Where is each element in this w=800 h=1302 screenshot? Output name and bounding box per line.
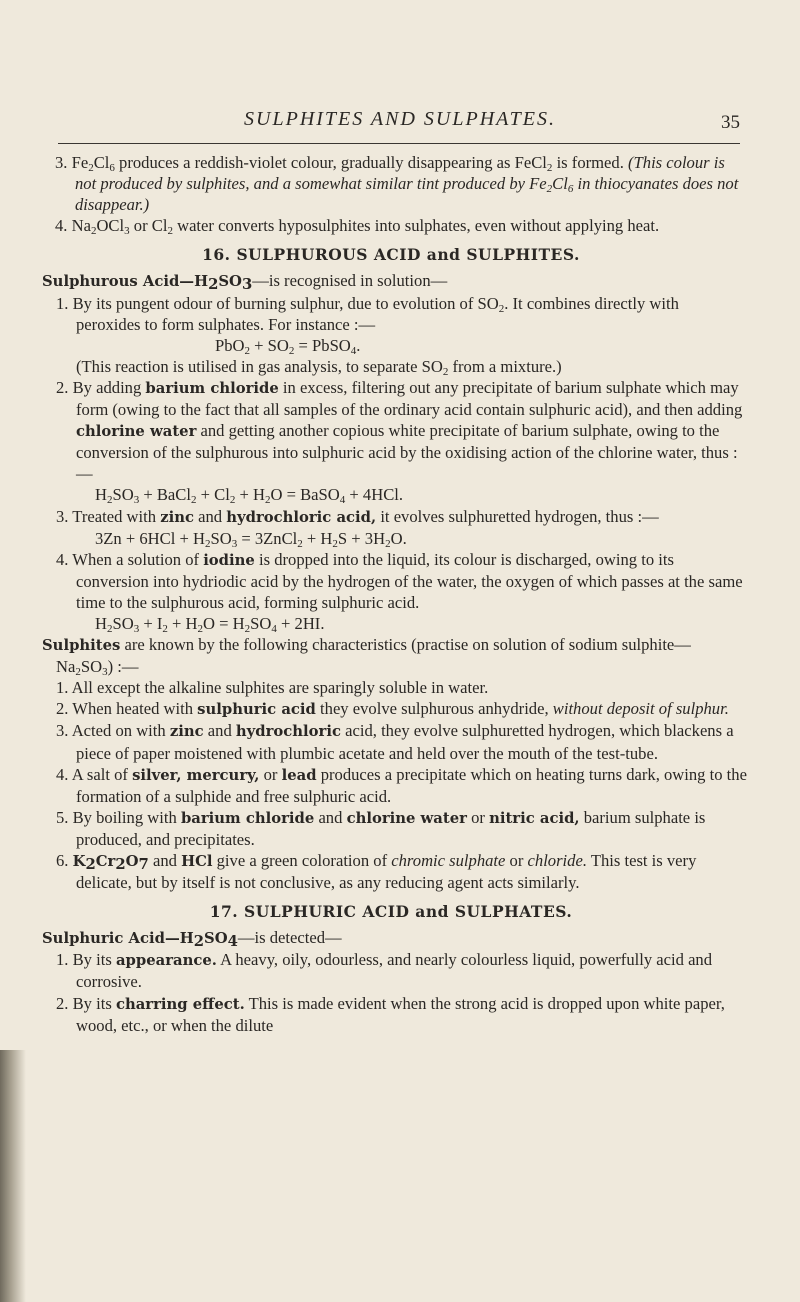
equation: $H_2SO_3 + I_2 + H_2O = H_2SO_4 + 2HI$. — [95, 613, 325, 635]
list-item: 2. By adding barium chloride in excess, filtering out any precipitate of barium sulphate which may form (owing to the fact that all samples of the ordinary acid contain sulphuric acid), and then adding chlorine water and getting another copious white precipitate of barium sulphate, owing to the conversion of the sulphurous into sulphuric acid by the oxidising action of the chlorine water, thus :— — [56, 377, 743, 484]
list-item: 5. By boiling with barium chloride and chlorine water or nitric acid, barium sulphate is produced, and precipitates. — [56, 807, 706, 849]
section-title: 16. SULPHUROUS ACID and SULPHITES. — [202, 245, 580, 265]
paragraph: Sulphuric $Acid—H_2SO_4—is$ detected— — [42, 928, 342, 951]
list-item: 1. All except the alkaline sulphites are sparingly soluble in water. — [56, 678, 489, 698]
binding-shadow — [0, 1050, 26, 1302]
page-number: 35 — [721, 112, 740, 133]
section-title: 17. SULPHURIC ACID and SULPHATES. — [209, 902, 573, 922]
list-item: 1. By its pungent odour of burning sulphur, due to evolution of $SO_2$. It combines directly with peroxides to form sulphates. For instance :— — [56, 293, 679, 334]
list-item: 3. Acted on with zinc and hydrochloric acid, they evolve sulphuretted hydrogen, which blackens a piece of paper moistened with plumbic acetate and held over the mouth of the test-tube. — [56, 721, 734, 763]
list-item: 1. By its appearance. A heavy, oily, odourless, and nearly colourless liquid, powerfully acid and corrosive. — [56, 950, 713, 992]
equation: $PbO_2 + SO_2$ = PbSO$_4$. — [215, 335, 361, 357]
list-item: 2. By its charring effect. This is made evident when the strong acid is dropped upon white paper, wood, etc., or when the dilute — [56, 993, 725, 1035]
list-item: 3. Treated with zinc and hydrochloric acid, it evolves sulphuretted hydrogen, thus :— — [56, 506, 659, 526]
header-rule — [58, 143, 740, 144]
equation: $3Zn + 6HCl + H_2SO_3$ = 3ZnCl$_2$ + $H_2S + 3H_2O$. — [95, 528, 407, 550]
list-item: 6. $K_2Cr_2O_7$ and HCl give a green coloration of chromic sulphate or chloride. This test is very delicate, but by itself is not conclusive, as any reducing agent acts similarly. — [56, 851, 697, 893]
equation: $H_2SO_3$ + BaCl$_2$ + $Cl_2 + H_2O$ = BaSO$_4$ + 4HCl. — [95, 485, 404, 507]
list-item: 4. A salt of silver, mercury, or lead produces a precipitate which on heating turns dark, owing to the formation of a sulphide and free sulphuric acid. — [56, 764, 747, 806]
list-item: 3. $Fe_2Cl_6$ produces a reddish-violet colour, gradually disappearing as FeCl$_2$ is formed. (This colour is not produced by sulphites, and a somewhat similar tint produced by $Fe_2Cl_6$ in thiocyanates does not disappear.) — [55, 153, 739, 215]
paragraph: Sulphurous $Acid—H_2SO_3—is$ recognised in solution— — [42, 271, 448, 294]
running-title: SULPHITES AND SULPHATES. — [244, 108, 556, 130]
paragraph: (This reaction is utilised in gas analysis, to separate $SO_2$ from a mixture.) — [76, 356, 562, 378]
list-item: 4. $Na_2OCl_3$ or $Cl_2$ water converts hyposulphites into sulphates, even without applying heat. — [55, 216, 660, 238]
page-body — [35, 152, 747, 1036]
paragraph: Sulphites are known by the following characteristics (practise on solution of sodium $sulphite—Na_2SO_3$) :— — [42, 635, 691, 679]
list-item: 4. When a solution of iodine is dropped into the liquid, its colour is discharged, owing to its conversion into hydriodic acid by the hydrogen of the water, the oxygen of which passes at the same time to the sulphurous acid, forming sulphuric acid. — [56, 549, 743, 612]
list-item: 2. When heated with sulphuric acid they evolve sulphurous anhydride, without deposit of sulphur. — [56, 699, 729, 719]
